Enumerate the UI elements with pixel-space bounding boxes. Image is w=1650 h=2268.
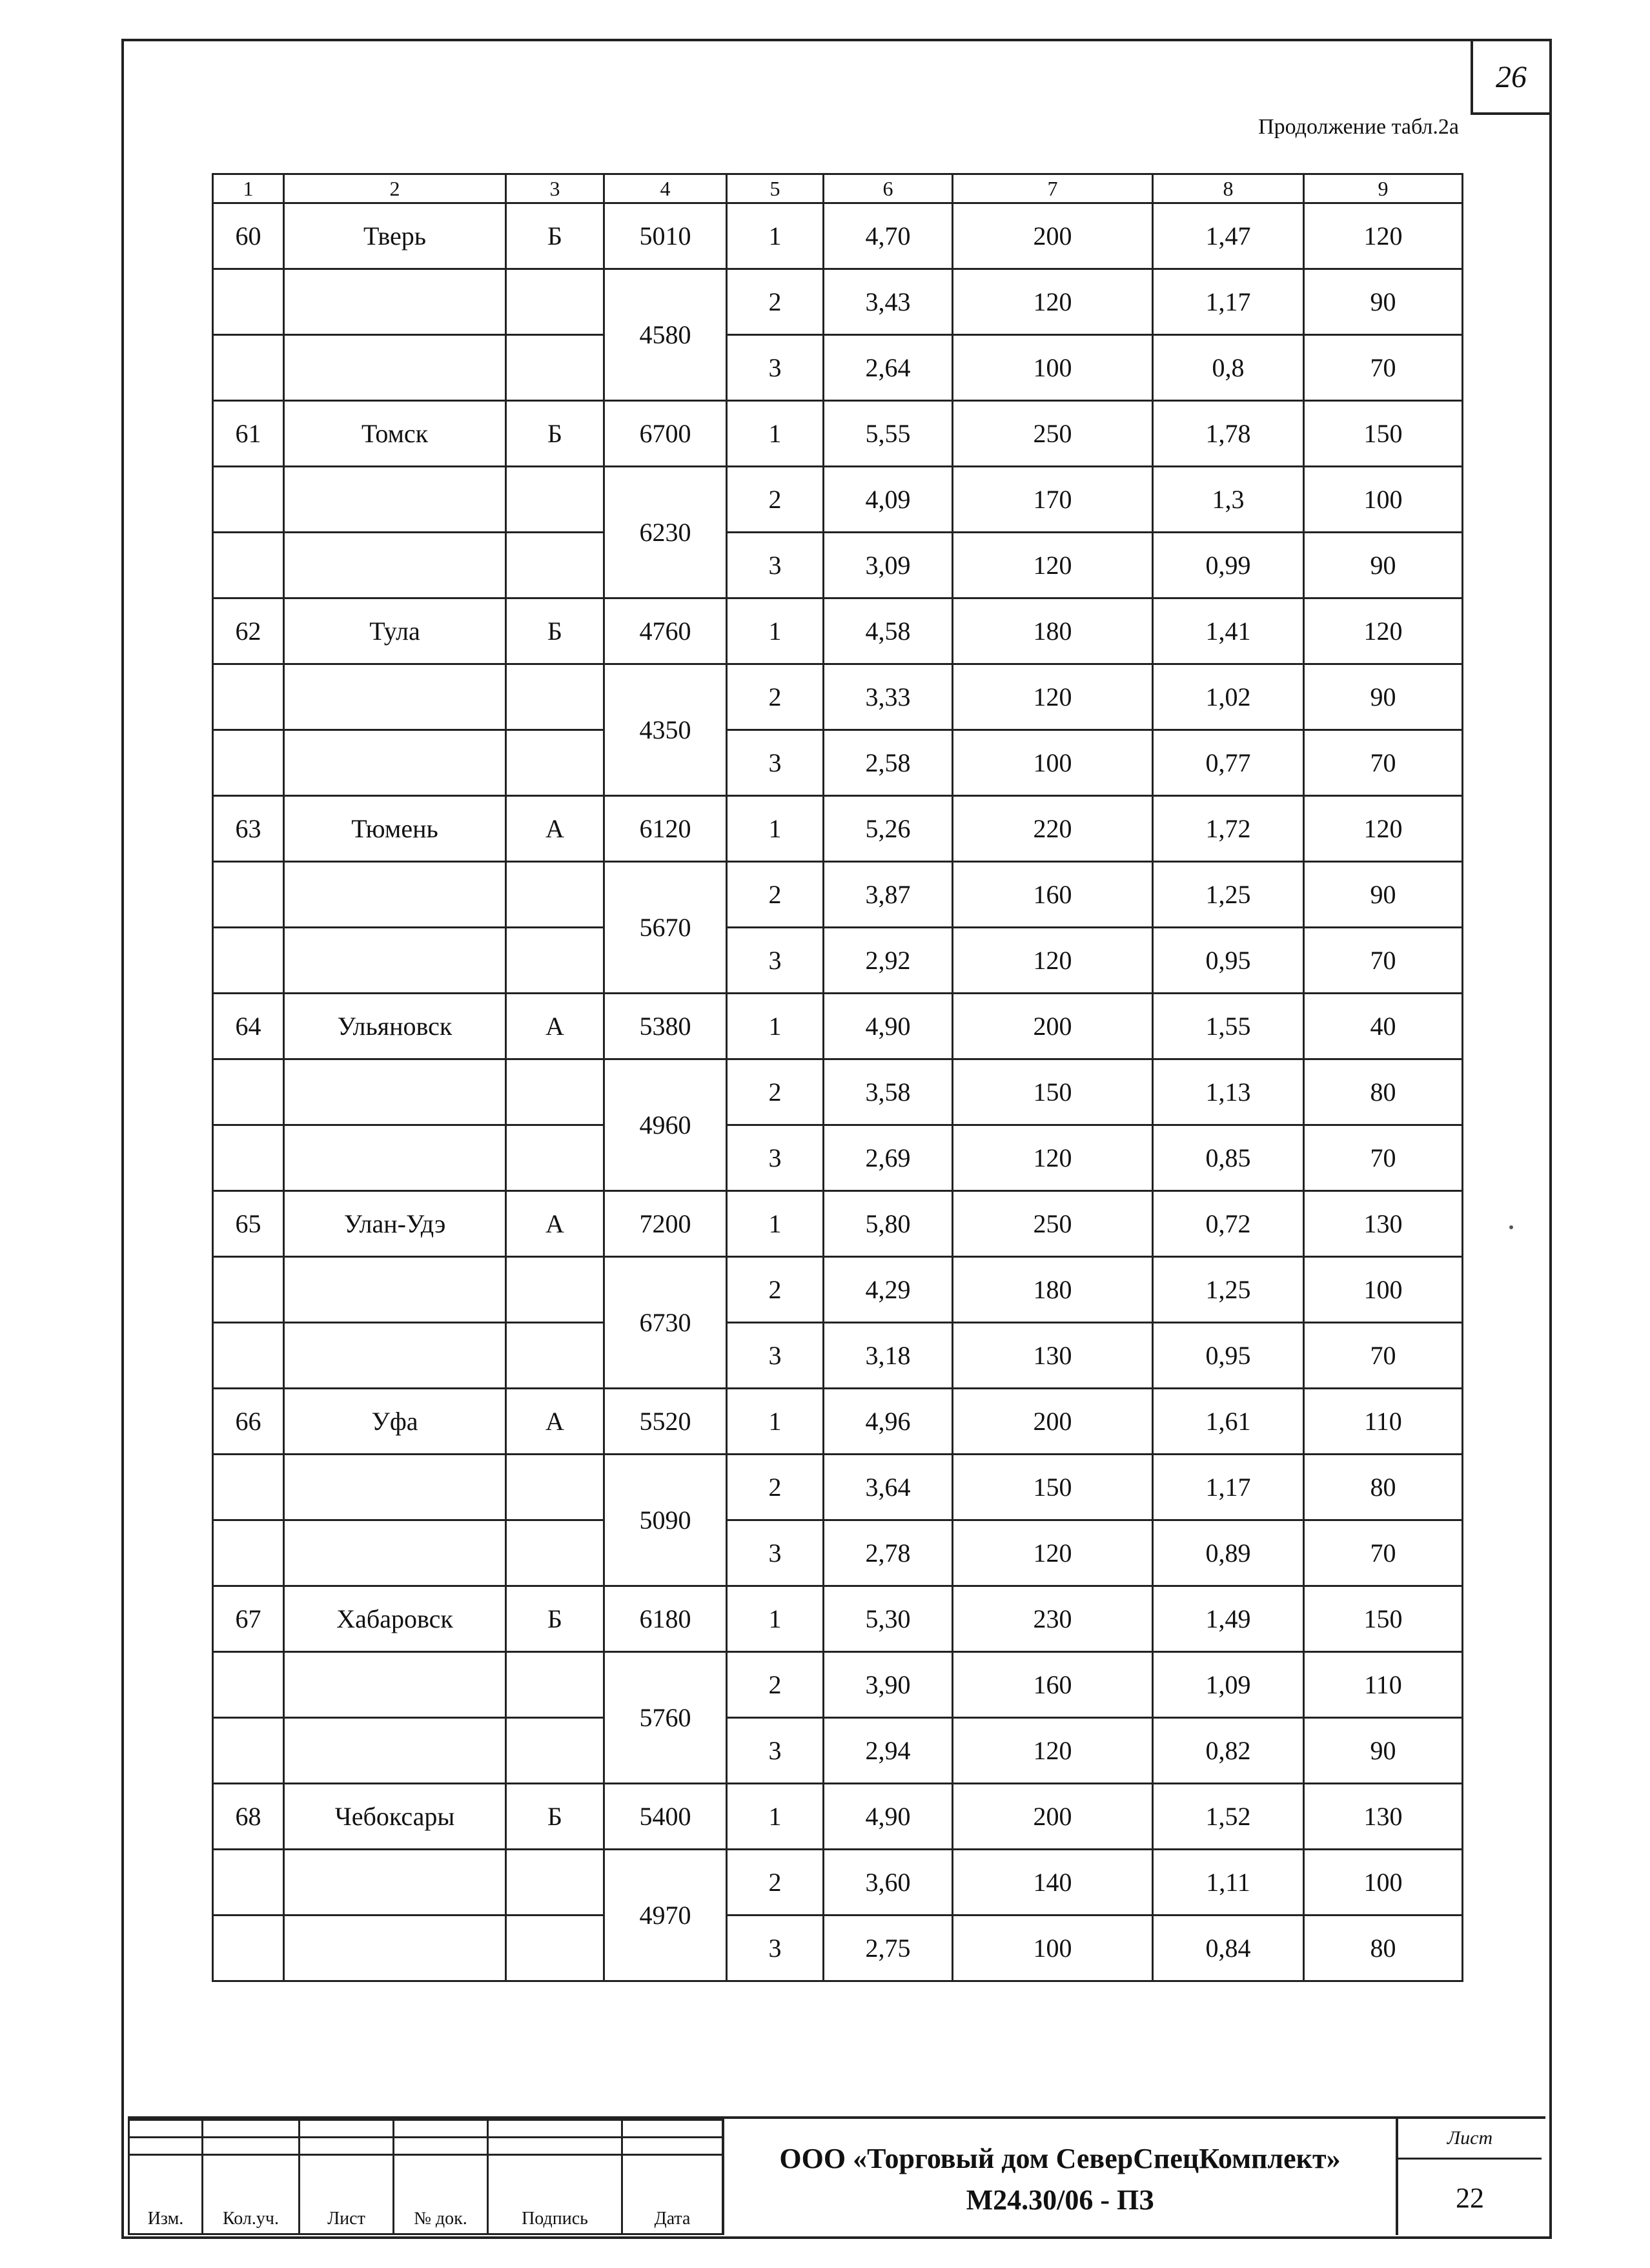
table-cell: 3 xyxy=(727,335,824,401)
empty-cell xyxy=(506,1125,604,1191)
table-cell: 4,09 xyxy=(824,467,953,533)
value-col4-merged: 6230 xyxy=(604,467,727,598)
empty-cell xyxy=(284,467,506,533)
empty-cell xyxy=(284,1257,506,1323)
empty-cell xyxy=(213,730,284,796)
table-cell: 200 xyxy=(953,203,1153,269)
table-cell: 2 xyxy=(727,1652,824,1718)
category: Б xyxy=(506,203,604,269)
table-cell: 1,52 xyxy=(1153,1784,1304,1850)
empty-cell xyxy=(506,533,604,598)
row-number: 62 xyxy=(213,598,284,664)
empty-cell xyxy=(284,335,506,401)
table-cell: 0,99 xyxy=(1153,533,1304,598)
category: Б xyxy=(506,598,604,664)
table-cell: 1 xyxy=(727,401,824,467)
empty-cell xyxy=(506,1850,604,1916)
table-cell: 2,58 xyxy=(824,730,953,796)
value-col4: 7200 xyxy=(604,1191,727,1257)
empty-cell xyxy=(213,928,284,994)
sheet-label: Лист xyxy=(1398,2119,1542,2160)
empty-cell xyxy=(213,335,284,401)
table-cell: 4,29 xyxy=(824,1257,953,1323)
empty-cell xyxy=(213,269,284,335)
empty-cell xyxy=(284,1850,506,1916)
table-cell: 4,70 xyxy=(824,203,953,269)
table-cell: 1,55 xyxy=(1153,994,1304,1059)
table-cell: 1,3 xyxy=(1153,467,1304,533)
table-cell: 250 xyxy=(953,1191,1153,1257)
column-number: 5 xyxy=(727,174,824,203)
table-cell: 90 xyxy=(1304,664,1463,730)
table-cell: 2 xyxy=(727,664,824,730)
column-number: 1 xyxy=(213,174,284,203)
table-cell: 120 xyxy=(953,1718,1153,1784)
empty-cell xyxy=(213,1652,284,1718)
empty-cell xyxy=(213,1520,284,1586)
table-cell: 1,25 xyxy=(1153,1257,1304,1323)
table-cell: 250 xyxy=(953,401,1153,467)
empty-cell xyxy=(284,1125,506,1191)
city-name: Тверь xyxy=(284,203,506,269)
table-cell: 110 xyxy=(1304,1389,1463,1455)
table-cell: 3,09 xyxy=(824,533,953,598)
title-area xyxy=(722,2119,1539,2235)
row-number: 64 xyxy=(213,994,284,1059)
column-number: 9 xyxy=(1304,174,1463,203)
table-cell: 130 xyxy=(1304,1191,1463,1257)
table-cell: 2 xyxy=(727,1257,824,1323)
table-row xyxy=(213,269,1463,335)
table-cell: 120 xyxy=(953,1520,1153,1586)
category: Б xyxy=(506,1586,604,1652)
value-col4-merged: 5090 xyxy=(604,1455,727,1586)
table-cell: 3 xyxy=(727,1323,824,1389)
table-cell: 150 xyxy=(953,1059,1153,1125)
category: Б xyxy=(506,401,604,467)
label-sheet: Лист xyxy=(300,2155,394,2234)
value-col4: 5520 xyxy=(604,1389,727,1455)
table-cell: 70 xyxy=(1304,730,1463,796)
table-cell: 1,78 xyxy=(1153,401,1304,467)
empty-cell xyxy=(506,1323,604,1389)
value-col4: 5400 xyxy=(604,1784,727,1850)
empty-cell xyxy=(213,1059,284,1125)
column-number: 2 xyxy=(284,174,506,203)
row-number: 67 xyxy=(213,1586,284,1652)
table-cell: 1,47 xyxy=(1153,203,1304,269)
table-row xyxy=(213,1389,1463,1455)
empty-cell xyxy=(506,928,604,994)
empty-cell xyxy=(284,862,506,928)
empty-cell xyxy=(213,664,284,730)
city-name: Томск xyxy=(284,401,506,467)
category: А xyxy=(506,994,604,1059)
table-cell: 4,90 xyxy=(824,994,953,1059)
sheet-number: 22 xyxy=(1456,2181,1484,2214)
table-cell: 70 xyxy=(1304,928,1463,994)
column-number: 6 xyxy=(824,174,953,203)
table-cell: 90 xyxy=(1304,862,1463,928)
table-cell: 160 xyxy=(953,1652,1153,1718)
value-col4-merged: 4960 xyxy=(604,1059,727,1191)
table-cell: 100 xyxy=(1304,1850,1463,1916)
table-cell: 70 xyxy=(1304,335,1463,401)
table-cell: 3,18 xyxy=(824,1323,953,1389)
table-row xyxy=(213,730,1463,796)
row-number: 65 xyxy=(213,1191,284,1257)
empty-cell xyxy=(284,1323,506,1389)
value-col4: 6700 xyxy=(604,401,727,467)
table-cell: 5,80 xyxy=(824,1191,953,1257)
table-cell: 3,58 xyxy=(824,1059,953,1125)
table-cell: 3,43 xyxy=(824,269,953,335)
scan-speck xyxy=(1509,1225,1513,1229)
label-qty: Кол.уч. xyxy=(203,2155,300,2234)
table-cell: 80 xyxy=(1304,1059,1463,1125)
value-col4: 6120 xyxy=(604,796,727,862)
empty-cell xyxy=(213,1718,284,1784)
table-row xyxy=(213,796,1463,862)
empty-cell xyxy=(284,533,506,598)
table-cell: 1,17 xyxy=(1153,1455,1304,1520)
table-cell: 1,72 xyxy=(1153,796,1304,862)
table-cell: 120 xyxy=(953,1125,1153,1191)
table-cell: 1,17 xyxy=(1153,269,1304,335)
table-cell: 3 xyxy=(727,1125,824,1191)
empty-cell xyxy=(506,1520,604,1586)
table-cell: 2 xyxy=(727,269,824,335)
city-name: Чебоксары xyxy=(284,1784,506,1850)
city-name: Уфа xyxy=(284,1389,506,1455)
table-cell: 120 xyxy=(953,664,1153,730)
city-name: Хабаровск xyxy=(284,1586,506,1652)
table-cell: 220 xyxy=(953,796,1153,862)
table-cell: 2,92 xyxy=(824,928,953,994)
value-col4-merged: 5760 xyxy=(604,1652,727,1784)
empty-cell xyxy=(506,730,604,796)
table-row xyxy=(213,1652,1463,1718)
empty-cell xyxy=(284,1520,506,1586)
table-cell: 170 xyxy=(953,467,1153,533)
table-cell: 130 xyxy=(1304,1784,1463,1850)
row-number: 63 xyxy=(213,796,284,862)
table-cell: 100 xyxy=(953,335,1153,401)
table-cell: 0,85 xyxy=(1153,1125,1304,1191)
table-cell: 120 xyxy=(953,928,1153,994)
empty-cell xyxy=(284,1718,506,1784)
table-cell: 140 xyxy=(953,1850,1153,1916)
table-cell: 2 xyxy=(727,862,824,928)
table-cell: 1,41 xyxy=(1153,598,1304,664)
table-row xyxy=(213,1916,1463,1981)
table-cell: 0,8 xyxy=(1153,335,1304,401)
table-cell: 0,77 xyxy=(1153,730,1304,796)
table-cell: 150 xyxy=(1304,1586,1463,1652)
table-cell: 3,60 xyxy=(824,1850,953,1916)
category: А xyxy=(506,796,604,862)
empty-cell xyxy=(213,533,284,598)
table-row xyxy=(213,862,1463,928)
table-cell: 100 xyxy=(1304,467,1463,533)
table-row xyxy=(213,467,1463,533)
table-cell: 100 xyxy=(953,1916,1153,1981)
table-cell: 120 xyxy=(953,269,1153,335)
table-cell: 70 xyxy=(1304,1323,1463,1389)
value-col4-merged: 4350 xyxy=(604,664,727,796)
table-cell: 1 xyxy=(727,1586,824,1652)
row-number: 68 xyxy=(213,1784,284,1850)
city-name: Тюмень xyxy=(284,796,506,862)
column-number: 3 xyxy=(506,174,604,203)
empty-cell xyxy=(213,467,284,533)
table-cell: 90 xyxy=(1304,533,1463,598)
table-cell: 230 xyxy=(953,1586,1153,1652)
empty-cell xyxy=(506,1059,604,1125)
table-cell: 200 xyxy=(953,1784,1153,1850)
table-cell: 1,11 xyxy=(1153,1850,1304,1916)
table-cell: 120 xyxy=(1304,796,1463,862)
empty-cell xyxy=(506,1718,604,1784)
table-row xyxy=(213,994,1463,1059)
table-row xyxy=(213,203,1463,269)
table-cell: 200 xyxy=(953,1389,1153,1455)
table-row xyxy=(213,1520,1463,1586)
column-number: 7 xyxy=(953,174,1153,203)
table-cell: 5,30 xyxy=(824,1586,953,1652)
city-name: Улан-Удэ xyxy=(284,1191,506,1257)
table-row xyxy=(213,1257,1463,1323)
table-cell: 2 xyxy=(727,1850,824,1916)
table-cell: 120 xyxy=(1304,203,1463,269)
table-cell: 1 xyxy=(727,598,824,664)
table-cell: 2,69 xyxy=(824,1125,953,1191)
empty-cell xyxy=(213,1850,284,1916)
empty-cell xyxy=(506,862,604,928)
table-cell: 1,09 xyxy=(1153,1652,1304,1718)
table-cell: 3 xyxy=(727,928,824,994)
table-caption: Продолжение табл.2а xyxy=(1258,115,1459,139)
table-row xyxy=(213,598,1463,664)
row-number: 61 xyxy=(213,401,284,467)
table-row xyxy=(213,533,1463,598)
category: А xyxy=(506,1191,604,1257)
table-cell: 200 xyxy=(953,994,1153,1059)
empty-cell xyxy=(284,269,506,335)
empty-cell xyxy=(213,1916,284,1981)
empty-cell xyxy=(506,664,604,730)
city-name: Ульяновск xyxy=(284,994,506,1059)
title-block xyxy=(128,2116,1545,2235)
empty-cell xyxy=(284,1916,506,1981)
document-code: М24.30/06 - ПЗ xyxy=(966,2184,1154,2216)
value-col4-merged: 6730 xyxy=(604,1257,727,1389)
table-cell: 120 xyxy=(1304,598,1463,664)
table-cell: 70 xyxy=(1304,1520,1463,1586)
table-cell: 1 xyxy=(727,796,824,862)
empty-cell xyxy=(213,1323,284,1389)
table-row xyxy=(213,401,1463,467)
table-cell: 100 xyxy=(953,730,1153,796)
value-col4: 6180 xyxy=(604,1586,727,1652)
empty-cell xyxy=(213,1125,284,1191)
table-row xyxy=(213,1323,1463,1389)
table-row xyxy=(213,1191,1463,1257)
empty-cell xyxy=(284,928,506,994)
table-cell: 1,61 xyxy=(1153,1389,1304,1455)
table-cell: 2,64 xyxy=(824,335,953,401)
table-cell: 80 xyxy=(1304,1916,1463,1981)
table-cell: 4,90 xyxy=(824,1784,953,1850)
table-cell: 3,64 xyxy=(824,1455,953,1520)
column-number: 4 xyxy=(604,174,727,203)
revision-grid xyxy=(128,2119,724,2235)
table-cell: 2 xyxy=(727,1455,824,1520)
empty-cell xyxy=(506,1257,604,1323)
table-cell: 160 xyxy=(953,862,1153,928)
empty-cell xyxy=(284,664,506,730)
city-name: Тула xyxy=(284,598,506,664)
table-cell: 3 xyxy=(727,1520,824,1586)
table-cell: 1 xyxy=(727,994,824,1059)
data-table xyxy=(212,173,1463,1982)
empty-cell xyxy=(213,1257,284,1323)
table-cell: 70 xyxy=(1304,1125,1463,1191)
value-col4: 5380 xyxy=(604,994,727,1059)
table-cell: 130 xyxy=(953,1323,1153,1389)
table-cell: 3,90 xyxy=(824,1652,953,1718)
row-number: 66 xyxy=(213,1389,284,1455)
table-cell: 5,55 xyxy=(824,401,953,467)
table-cell: 150 xyxy=(953,1455,1153,1520)
empty-cell xyxy=(506,269,604,335)
label-date: Дата xyxy=(622,2155,723,2234)
table-cell: 5,26 xyxy=(824,796,953,862)
table-row xyxy=(213,1784,1463,1850)
table-cell: 2 xyxy=(727,467,824,533)
table-cell: 4,96 xyxy=(824,1389,953,1455)
category: Б xyxy=(506,1784,604,1850)
table-cell: 2 xyxy=(727,1059,824,1125)
empty-cell xyxy=(284,1652,506,1718)
empty-cell xyxy=(506,467,604,533)
table-cell: 110 xyxy=(1304,1652,1463,1718)
table-row xyxy=(213,335,1463,401)
table-cell: 1 xyxy=(727,1191,824,1257)
value-col4: 5010 xyxy=(604,203,727,269)
table-cell: 150 xyxy=(1304,401,1463,467)
page-number: 26 xyxy=(1471,39,1552,115)
table-cell: 0,72 xyxy=(1153,1191,1304,1257)
table-cell: 3 xyxy=(727,533,824,598)
table-cell: 3 xyxy=(727,1718,824,1784)
table-cell: 1,02 xyxy=(1153,664,1304,730)
table-row xyxy=(213,1455,1463,1520)
table-row xyxy=(213,664,1463,730)
table-cell: 0,82 xyxy=(1153,1718,1304,1784)
empty-cell xyxy=(284,1455,506,1520)
table-cell: 1 xyxy=(727,203,824,269)
value-col4-merged: 5670 xyxy=(604,862,727,994)
header-row xyxy=(213,174,1463,203)
table-cell: 3 xyxy=(727,1916,824,1981)
label-change: Изм. xyxy=(129,2155,203,2234)
table-cell: 80 xyxy=(1304,1455,1463,1520)
table-row xyxy=(213,1850,1463,1916)
table-cell: 0,84 xyxy=(1153,1916,1304,1981)
table-cell: 3,87 xyxy=(824,862,953,928)
category: А xyxy=(506,1389,604,1455)
empty-cell xyxy=(506,1455,604,1520)
table-cell: 0,89 xyxy=(1153,1520,1304,1586)
table-cell: 0,95 xyxy=(1153,1323,1304,1389)
table-row xyxy=(213,1586,1463,1652)
table-cell: 180 xyxy=(953,598,1153,664)
empty-cell xyxy=(506,1652,604,1718)
label-signature: Подпись xyxy=(488,2155,622,2234)
empty-cell xyxy=(506,335,604,401)
value-col4-merged: 4970 xyxy=(604,1850,727,1981)
table-cell: 2,75 xyxy=(824,1916,953,1981)
value-col4: 4760 xyxy=(604,598,727,664)
table-cell: 100 xyxy=(1304,1257,1463,1323)
empty-cell xyxy=(284,1059,506,1125)
table-cell: 1,49 xyxy=(1153,1586,1304,1652)
empty-cell xyxy=(284,730,506,796)
table-row xyxy=(213,1125,1463,1191)
empty-cell xyxy=(213,862,284,928)
column-number: 8 xyxy=(1153,174,1304,203)
table-cell: 40 xyxy=(1304,994,1463,1059)
row-number: 60 xyxy=(213,203,284,269)
table-cell: 1,25 xyxy=(1153,862,1304,928)
empty-cell xyxy=(506,1916,604,1981)
table-cell: 90 xyxy=(1304,1718,1463,1784)
table-cell: 90 xyxy=(1304,269,1463,335)
table-row xyxy=(213,1059,1463,1125)
table-cell: 1 xyxy=(727,1784,824,1850)
table-cell: 180 xyxy=(953,1257,1153,1323)
sheet-box xyxy=(1396,2119,1542,2235)
empty-cell xyxy=(213,1455,284,1520)
table-row xyxy=(213,928,1463,994)
value-col4-merged: 4580 xyxy=(604,269,727,401)
table-cell: 1,13 xyxy=(1153,1059,1304,1125)
table-cell: 3 xyxy=(727,730,824,796)
company-name: ООО «Торговый дом СеверСпецКомплект» xyxy=(779,2143,1341,2174)
table-cell: 4,58 xyxy=(824,598,953,664)
table-cell: 1 xyxy=(727,1389,824,1455)
label-doc-no: № док. xyxy=(394,2155,488,2234)
table-cell: 0,95 xyxy=(1153,928,1304,994)
table-cell: 2,78 xyxy=(824,1520,953,1586)
table-row xyxy=(213,1718,1463,1784)
table-cell: 120 xyxy=(953,533,1153,598)
table-cell: 2,94 xyxy=(824,1718,953,1784)
table-cell: 3,33 xyxy=(824,664,953,730)
